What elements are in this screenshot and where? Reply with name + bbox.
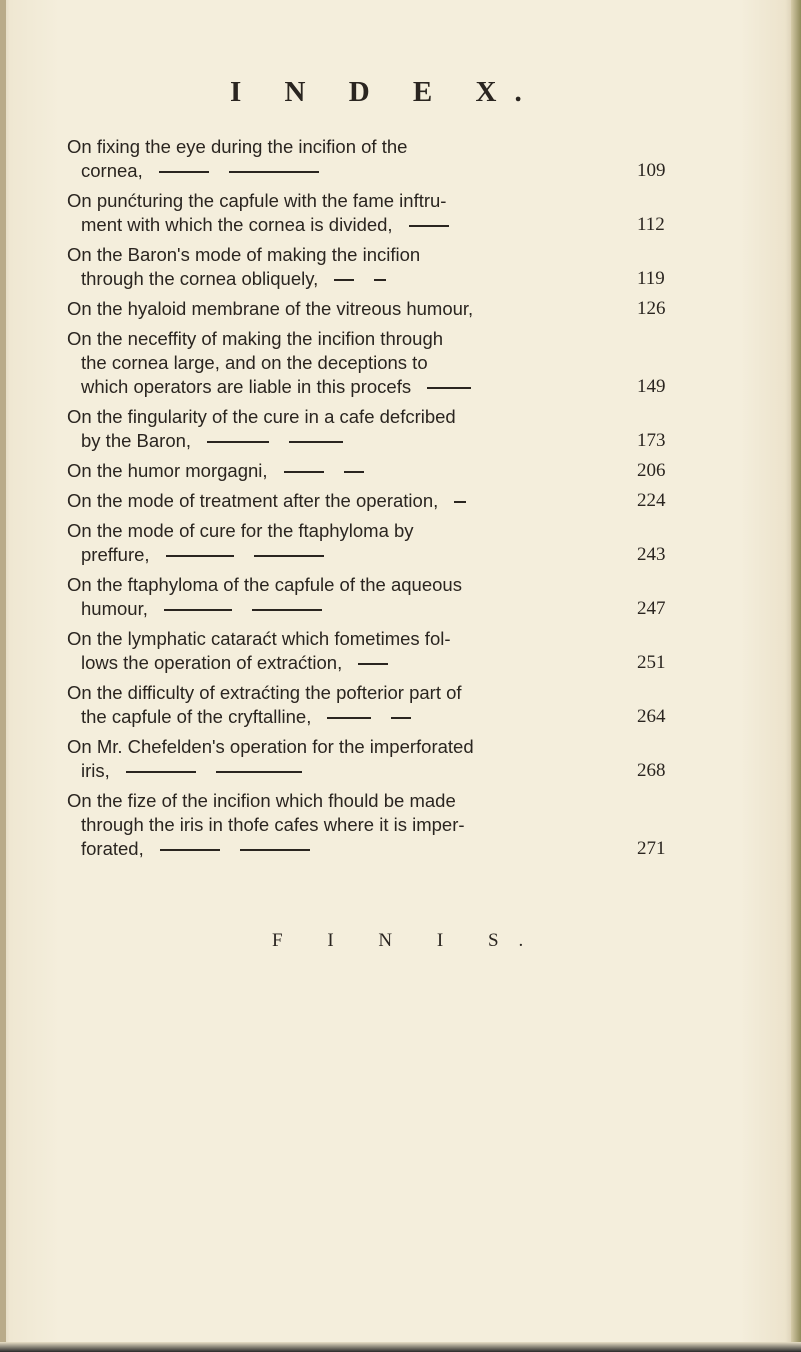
index-entry: [67, 489, 666, 513]
index-entry: [67, 573, 666, 621]
index-heading: I N D E X.: [230, 76, 540, 108]
entry-line: [67, 837, 627, 861]
leader-dash: [374, 279, 386, 281]
index-entry: [67, 135, 666, 183]
entry-text: On the Baron's mode of making the incifion: [67, 244, 421, 265]
entry-line: [67, 189, 627, 213]
entry-text: On the difficulty of extraćting the pofterior part of: [67, 682, 462, 703]
index-entry: [67, 627, 666, 675]
leader-dash: [159, 171, 209, 173]
leader-dash: [252, 609, 322, 611]
leader-dash: [327, 717, 371, 719]
page-number: 149: [637, 376, 666, 397]
finis-text: F I N I S.: [272, 930, 544, 951]
entry-text: iris,: [81, 760, 110, 781]
entry-line: [67, 651, 627, 675]
entry-text: cornea,: [81, 160, 143, 181]
index-entry: [67, 681, 666, 729]
entry-text: On the mode of cure for the ftaphyloma by: [67, 520, 414, 541]
page-number: 247: [637, 598, 666, 619]
entry-line: [67, 297, 627, 321]
entry-text: the cornea large, and on the deceptions to: [81, 352, 428, 373]
entry-line: [67, 759, 627, 783]
entry-line: [67, 429, 627, 453]
entry-text: through the cornea obliquely,: [81, 268, 319, 289]
index-entry: [67, 189, 665, 237]
entry-line: [67, 327, 627, 351]
leader-dash: [216, 771, 302, 773]
entry-line: [67, 735, 627, 759]
entry-text: by the Baron,: [81, 430, 192, 451]
entry-text: which operators are liable in this procefs: [81, 376, 412, 397]
entry-text: preffure,: [81, 544, 150, 565]
entry-text: lows the operation of extraćtion,: [81, 652, 343, 673]
page-number: 271: [637, 838, 666, 859]
index-entries: [67, 135, 666, 867]
entry-text: On the fize of the incifion which fhould be made: [67, 790, 456, 811]
leader-dash: [454, 501, 466, 503]
entry-text: through the iris in thofe cafes where it is imper-: [81, 814, 465, 835]
page-number: 264: [637, 706, 666, 727]
entry-text: humour,: [81, 598, 148, 619]
leader-dash: [160, 849, 220, 851]
entry-text: On the neceffity of making the incifion through: [67, 328, 444, 349]
entry-text: On Mr. Chefelden's operation for the imperforated: [67, 736, 474, 757]
leader-dash: [126, 771, 196, 773]
leader-dash: [207, 441, 269, 443]
page-number: 119: [637, 268, 665, 289]
entry-line: [67, 627, 627, 651]
leader-dash: [166, 555, 234, 557]
entry-line: [67, 243, 627, 267]
entry-text: On the humor morgagni,: [67, 460, 268, 481]
entry-line: [67, 489, 627, 513]
entry-line: [67, 813, 627, 837]
page-number: 206: [637, 460, 666, 481]
leader-dash: [284, 471, 324, 473]
page-number: 224: [637, 490, 666, 511]
entry-text: On punćturing the capfule with the fame inftru-: [67, 190, 447, 211]
leader-dash: [289, 441, 343, 443]
index-entry: [67, 459, 666, 483]
page-bottom-edge: [0, 1342, 801, 1352]
entry-line: [67, 213, 627, 237]
entry-line: [67, 159, 627, 183]
leader-dash: [391, 717, 411, 719]
entry-text: On fixing the eye during the incifion of the: [67, 136, 408, 157]
entry-line: [67, 519, 627, 543]
entry-line: [67, 573, 627, 597]
page-right-edge: [791, 0, 801, 1352]
page-number: 112: [637, 214, 665, 235]
index-entry: [67, 735, 666, 783]
entry-line: [67, 789, 627, 813]
leader-dash: [164, 609, 232, 611]
index-entry: [67, 243, 665, 291]
leader-dash: [344, 471, 364, 473]
entry-text: On the ftaphyloma of the capfule of the aqueous: [67, 574, 462, 595]
index-entry: [67, 789, 666, 861]
entry-line: [67, 267, 627, 291]
leader-dash: [427, 387, 471, 389]
entry-line: [67, 543, 627, 567]
entry-line: [67, 705, 627, 729]
page-number: 268: [637, 760, 666, 781]
entry-text: the capfule of the cryftalline,: [81, 706, 312, 727]
index-entry: [67, 327, 666, 399]
entry-text: On the fingularity of the cure in a cafe defcribed: [67, 406, 456, 427]
leader-dash: [254, 555, 324, 557]
entry-text: On the lymphatic cataraćt which fometimes fol-: [67, 628, 451, 649]
entry-line: [67, 135, 627, 159]
index-entry: [67, 405, 666, 453]
entry-text: On the mode of treatment after the operation,: [67, 490, 439, 511]
page-number: 243: [637, 544, 666, 565]
entry-text: forated,: [81, 838, 144, 859]
leader-dash: [358, 663, 388, 665]
entry-text: ment with which the cornea is divided,: [81, 214, 393, 235]
index-entry: [67, 297, 666, 321]
entry-line: [67, 405, 627, 429]
page-left-edge: [0, 0, 6, 1352]
entry-line: [67, 351, 627, 375]
entry-line: [67, 597, 627, 621]
entry-line: [67, 681, 627, 705]
leader-dash: [334, 279, 354, 281]
leader-dash: [240, 849, 310, 851]
index-entry: [67, 519, 666, 567]
entry-text: On the hyaloid membrane of the vitreous humour,: [67, 298, 474, 319]
leader-dash: [229, 171, 319, 173]
entry-line: [67, 459, 627, 483]
entry-line: [67, 375, 627, 399]
page-number: 173: [637, 430, 666, 451]
page-number: 251: [637, 652, 666, 673]
page-number: 109: [637, 160, 666, 181]
page-number: 126: [637, 298, 666, 319]
leader-dash: [409, 225, 449, 227]
